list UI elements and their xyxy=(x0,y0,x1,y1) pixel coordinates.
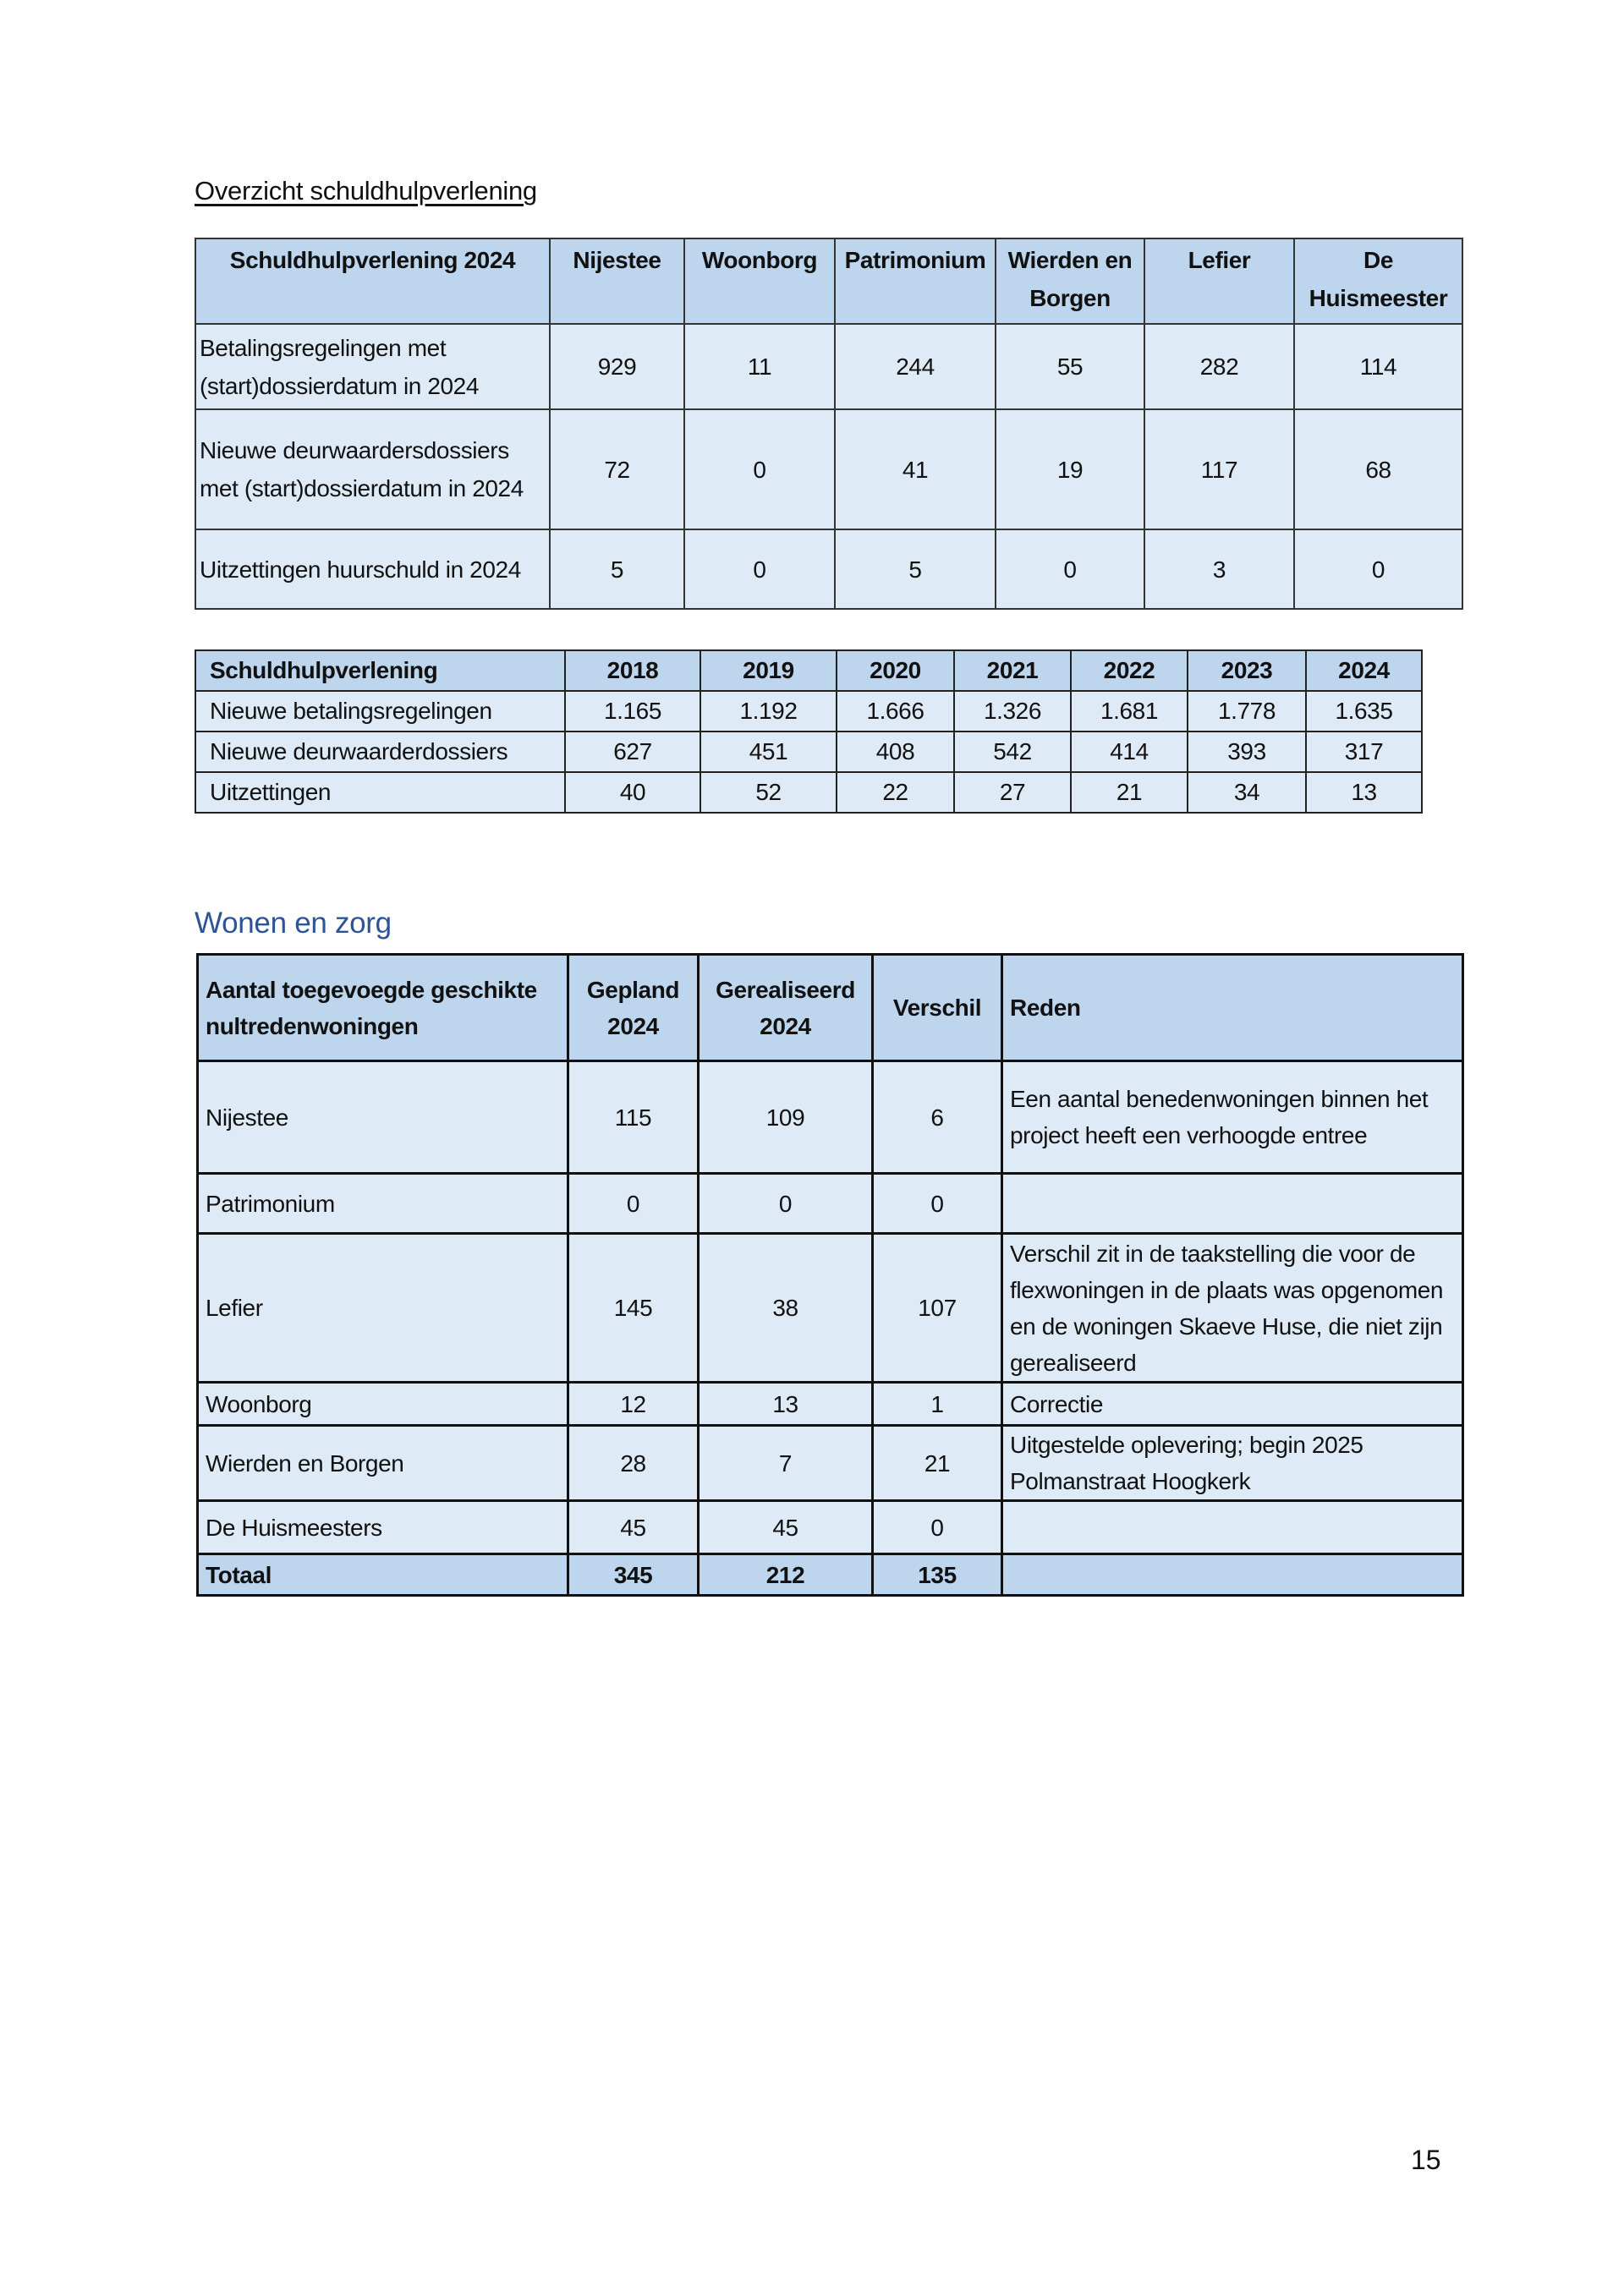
cell-value: 1.635 xyxy=(1306,691,1422,732)
table-row xyxy=(198,1383,1463,1426)
cell-value: 627 xyxy=(565,732,700,772)
table-row xyxy=(198,1234,1463,1383)
row-label: Lefier xyxy=(198,1234,568,1383)
cell-value: 1.326 xyxy=(954,691,1071,732)
cell-value: 414 xyxy=(1071,732,1188,772)
cell-value: 393 xyxy=(1188,732,1306,772)
cell-value: 117 xyxy=(1144,409,1294,529)
cell-value: 3 xyxy=(1144,529,1294,609)
row-label: Woonborg xyxy=(198,1383,568,1426)
total-gepland: 345 xyxy=(568,1554,699,1596)
cell-value: 5 xyxy=(550,529,684,609)
table-row xyxy=(195,772,1422,813)
column-header: Schuldhulpverlening xyxy=(195,650,565,691)
table-schuldhulpverlening-trend xyxy=(195,649,1423,814)
cell-value: 55 xyxy=(996,324,1144,409)
cell-value: 11 xyxy=(684,324,835,409)
cell-reden: Correctie xyxy=(1002,1383,1463,1426)
row-label: Nieuwe deurwaarderdossiers xyxy=(195,732,565,772)
row-label: Uitzettingen huurschuld in 2024 xyxy=(195,529,550,609)
column-header: Patrimonium xyxy=(835,238,996,324)
row-label: Nieuwe deurwaardersdossiers met (start)dossierdatum in 2024 xyxy=(195,409,550,529)
table-row xyxy=(198,1174,1463,1234)
cell-reden: Een aantal benedenwoningen binnen het project heeft een verhoogde entree xyxy=(1002,1061,1463,1174)
table-row xyxy=(195,324,1462,409)
cell-value: 1.165 xyxy=(565,691,700,732)
column-header: 2023 xyxy=(1188,650,1306,691)
cell-value: 5 xyxy=(835,529,996,609)
cell-reden: Verschil zit in de taakstelling die voor de flexwoningen in de plaats was opgenomen en de woningen Skaeve Huse, die niet zijn gerealiseerd xyxy=(1002,1234,1463,1383)
cell-gerealiseerd: 13 xyxy=(699,1383,873,1426)
column-header: Verschil xyxy=(873,955,1002,1061)
cell-gepland: 0 xyxy=(568,1174,699,1234)
cell-value: 34 xyxy=(1188,772,1306,813)
cell-value: 451 xyxy=(700,732,837,772)
column-header: Nijestee xyxy=(550,238,684,324)
column-header: 2024 xyxy=(1306,650,1422,691)
cell-verschil: 1 xyxy=(873,1383,1002,1426)
cell-gerealiseerd: 7 xyxy=(699,1426,873,1501)
table-total-row xyxy=(198,1554,1463,1596)
cell-value: 0 xyxy=(684,529,835,609)
column-header: Gerealiseerd 2024 xyxy=(699,955,873,1061)
table-schuldhulpverlening-2024 xyxy=(195,238,1463,610)
column-header: Gepland 2024 xyxy=(568,955,699,1061)
table-row xyxy=(198,1426,1463,1501)
cell-value: 72 xyxy=(550,409,684,529)
cell-verschil: 0 xyxy=(873,1174,1002,1234)
cell-reden: Uitgestelde oplevering; begin 2025 Polmanstraat Hoogkerk xyxy=(1002,1426,1463,1501)
row-label: Nieuwe betalingsregelingen xyxy=(195,691,565,732)
cell-gepland: 45 xyxy=(568,1501,699,1554)
cell-value: 13 xyxy=(1306,772,1422,813)
cell-value: 1.681 xyxy=(1071,691,1188,732)
cell-gerealiseerd: 0 xyxy=(699,1174,873,1234)
cell-value: 0 xyxy=(996,529,1144,609)
cell-gepland: 28 xyxy=(568,1426,699,1501)
cell-gepland: 145 xyxy=(568,1234,699,1383)
cell-value: 114 xyxy=(1294,324,1462,409)
table-row xyxy=(195,409,1462,529)
section-title-schuldhulpverlening: Overzicht schuldhulpverlening xyxy=(195,176,537,205)
cell-value: 244 xyxy=(835,324,996,409)
cell-value: 542 xyxy=(954,732,1071,772)
cell-value: 68 xyxy=(1294,409,1462,529)
cell-verschil: 107 xyxy=(873,1234,1002,1383)
table-row xyxy=(198,1061,1463,1174)
cell-gerealiseerd: 109 xyxy=(699,1061,873,1174)
cell-value: 0 xyxy=(684,409,835,529)
column-header: Reden xyxy=(1002,955,1463,1061)
row-label: Wierden en Borgen xyxy=(198,1426,568,1501)
row-label: Patrimonium xyxy=(198,1174,568,1234)
cell-gepland: 115 xyxy=(568,1061,699,1174)
cell-value: 40 xyxy=(565,772,700,813)
cell-value: 41 xyxy=(835,409,996,529)
total-reden xyxy=(1002,1554,1463,1596)
table-header-row xyxy=(198,955,1463,1061)
cell-gepland: 12 xyxy=(568,1383,699,1426)
cell-gerealiseerd: 38 xyxy=(699,1234,873,1383)
column-header: Schuldhulpverlening 2024 xyxy=(195,238,550,324)
cell-value: 52 xyxy=(700,772,837,813)
column-header: 2022 xyxy=(1071,650,1188,691)
cell-value: 317 xyxy=(1306,732,1422,772)
column-header: 2018 xyxy=(565,650,700,691)
cell-value: 19 xyxy=(996,409,1144,529)
column-header: Lefier xyxy=(1144,238,1294,324)
column-header: De Huismeester xyxy=(1294,238,1462,324)
cell-value: 282 xyxy=(1144,324,1294,409)
row-label: Uitzettingen xyxy=(195,772,565,813)
cell-value: 27 xyxy=(954,772,1071,813)
column-header: Wierden en Borgen xyxy=(996,238,1144,324)
cell-reden xyxy=(1002,1501,1463,1554)
cell-gerealiseerd: 45 xyxy=(699,1501,873,1554)
column-header: 2021 xyxy=(954,650,1071,691)
total-label: Totaal xyxy=(198,1554,568,1596)
table-row xyxy=(195,732,1422,772)
cell-value: 1.778 xyxy=(1188,691,1306,732)
column-header: Aantal toegevoegde geschikte nultredenwoningen xyxy=(198,955,568,1061)
table-row xyxy=(195,529,1462,609)
row-label: Nijestee xyxy=(198,1061,568,1174)
table-row xyxy=(198,1501,1463,1554)
cell-value: 1.192 xyxy=(700,691,837,732)
cell-value: 929 xyxy=(550,324,684,409)
cell-value: 408 xyxy=(837,732,954,772)
row-label: De Huismeesters xyxy=(198,1501,568,1554)
column-header: 2019 xyxy=(700,650,837,691)
column-header: Woonborg xyxy=(684,238,835,324)
table-header-row xyxy=(195,650,1422,691)
total-verschil: 135 xyxy=(873,1554,1002,1596)
table-header-row xyxy=(195,238,1462,324)
cell-reden xyxy=(1002,1174,1463,1234)
cell-value: 0 xyxy=(1294,529,1462,609)
cell-value: 21 xyxy=(1071,772,1188,813)
column-header: 2020 xyxy=(837,650,954,691)
table-row xyxy=(195,691,1422,732)
table-nultredenwoningen xyxy=(196,953,1464,1597)
cell-verschil: 6 xyxy=(873,1061,1002,1174)
cell-verschil: 21 xyxy=(873,1426,1002,1501)
cell-verschil: 0 xyxy=(873,1501,1002,1554)
total-gerealiseerd: 212 xyxy=(699,1554,873,1596)
row-label: Betalingsregelingen met (start)dossierdatum in 2024 xyxy=(195,324,550,409)
page-number: 15 xyxy=(1411,2145,1441,2175)
section-heading-wonen-en-zorg: Wonen en zorg xyxy=(195,907,392,940)
cell-value: 1.666 xyxy=(837,691,954,732)
cell-value: 22 xyxy=(837,772,954,813)
